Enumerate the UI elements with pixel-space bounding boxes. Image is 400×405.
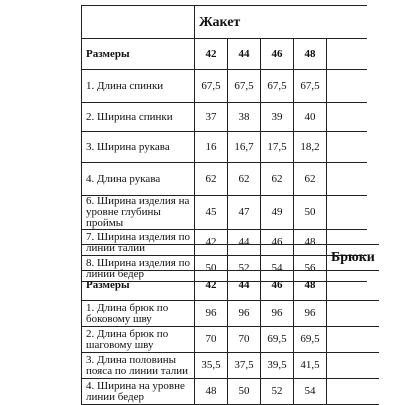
jacket-row-label: 7. Ширина изделия по линии талии	[82, 230, 195, 256]
jacket-header-label: Размеры	[82, 39, 195, 70]
pants-cell: 52	[261, 379, 294, 405]
pants-row-label: 3. Длина половины пояса по линии талии	[82, 353, 195, 379]
jacket-row-label: 4. Длина рукава	[82, 163, 195, 196]
jacket-cell: 67,5	[261, 70, 294, 103]
jacket-title: Жакет	[195, 6, 367, 39]
jacket-cell: 39	[261, 103, 294, 132]
pants-cell: 37,5	[228, 353, 261, 379]
pants-cell: 69,5	[294, 327, 327, 353]
pants-cell: 50	[228, 379, 261, 405]
pants-row	[82, 379, 379, 405]
pants-header-label: Размеры	[82, 271, 195, 301]
jacket-cell: 50	[195, 256, 228, 282]
jacket-cell: 40	[294, 103, 327, 132]
jacket-row	[82, 163, 367, 196]
jacket-cell: 49	[261, 196, 294, 230]
jacket-row-label: 8. Ширина изделия по линии бедер	[82, 256, 195, 282]
pants-size-table	[81, 244, 379, 405]
jacket-cell: 52	[228, 256, 261, 282]
jacket-row-label: 6. Ширина изделия на уровне глубины проймы	[82, 196, 195, 230]
jacket-cell: 50	[294, 196, 327, 230]
jacket-row-label: 1. Длина спинки	[82, 70, 195, 103]
pants-row-label: 2. Длина брюк по шаговому шву	[82, 327, 195, 353]
jacket-cell: 44	[228, 230, 261, 256]
jacket-cell: 17,5	[261, 132, 294, 163]
jacket-size-table	[81, 5, 367, 282]
jacket-row-label: 2. Ширина спинки	[82, 103, 195, 132]
jacket-size-header: 44	[228, 39, 261, 70]
jacket-cell: 18,2	[294, 132, 327, 163]
jacket-cell: 67,5	[294, 70, 327, 103]
pants-cell: 54	[294, 379, 327, 405]
jacket-cell: 37	[195, 103, 228, 132]
pants-title-row	[82, 245, 379, 271]
pants-size-header: 46	[261, 271, 294, 301]
jacket-header-row	[82, 39, 367, 70]
jacket-cell: 62	[228, 163, 261, 196]
jacket-cell: 62	[261, 163, 294, 196]
jacket-cell: 38	[228, 103, 261, 132]
jacket-cell: 62	[294, 163, 327, 196]
jacket-cell: 42	[195, 230, 228, 256]
pants-cell: 39,5	[261, 353, 294, 379]
pants-cell: 96	[294, 301, 327, 327]
pants-row-label: 4. Ширина на уровне линии бедер	[82, 379, 195, 405]
jacket-cell: 47	[228, 196, 261, 230]
jacket-size-header: 46	[261, 39, 294, 70]
jacket-cell: 16,7	[228, 132, 261, 163]
jacket-cell: 62	[195, 163, 228, 196]
pants-title: Брюки	[327, 245, 379, 271]
jacket-cell: 67,5	[228, 70, 261, 103]
jacket-cell: 67,5	[195, 70, 228, 103]
pants-row	[82, 327, 379, 353]
jacket-cell: 48	[294, 230, 327, 256]
jacket-row	[82, 103, 367, 132]
pants-row	[82, 301, 379, 327]
pants-size-header: 42	[195, 271, 228, 301]
jacket-row	[82, 132, 367, 163]
pants-row	[82, 353, 379, 379]
pants-size-header: 48	[294, 271, 327, 301]
pants-cell: 70	[228, 327, 261, 353]
jacket-cell: 54	[261, 256, 294, 282]
jacket-cell: 56	[294, 256, 327, 282]
jacket-cell: 46	[261, 230, 294, 256]
pants-header-row	[82, 271, 379, 301]
jacket-row	[82, 70, 367, 103]
pants-cell: 35,5	[195, 353, 228, 379]
jacket-title-row	[82, 6, 367, 39]
pants-cell: 96	[228, 301, 261, 327]
pants-cell: 70	[195, 327, 228, 353]
pants-cell: 96	[195, 301, 228, 327]
pants-row-label: 1. Длина брюк по боковому шву	[82, 301, 195, 327]
pants-cell: 96	[261, 301, 294, 327]
jacket-row-label: 3. Ширина рукава	[82, 132, 195, 163]
jacket-row	[82, 196, 367, 230]
pants-cell: 41,5	[294, 353, 327, 379]
pants-cell: 48	[195, 379, 228, 405]
jacket-size-header: 48	[294, 39, 327, 70]
pants-size-header: 44	[228, 271, 261, 301]
jacket-size-header: 42	[195, 39, 228, 70]
pants-cell: 69,5	[261, 327, 294, 353]
jacket-cell: 45	[195, 196, 228, 230]
jacket-cell: 16	[195, 132, 228, 163]
